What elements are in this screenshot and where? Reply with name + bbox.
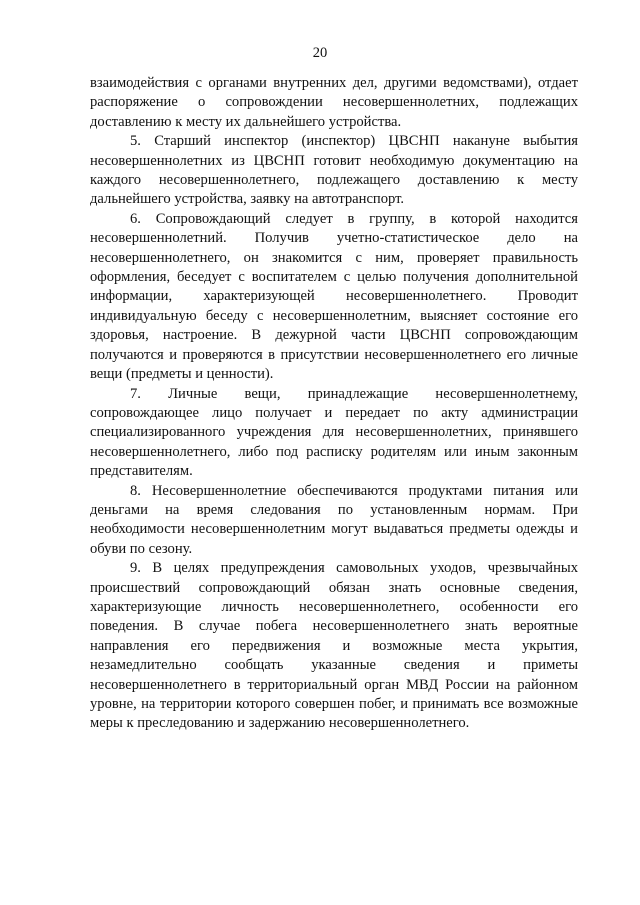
paragraph-item-9: 9. В целях предупреждения самовольных уходов, чрезвычайных происшествий сопровождающий обязан знать основные сведения, характеризующие личность несовершеннолетнего, особенности его поведения. В случае побега несовершеннолетнего знать вероятные направления его передвижения и возможные места укрытия, незамедлительно сообщать указанные сведения и приметы несовершеннолетнего в территориальный орган МВД России на районном уровне, на территории которого совершен побег, и принимать все возможные меры к преследованию и задержанию несовершеннолетнего. bbox=[90, 560, 578, 732]
paragraph-item-7: 7. Личные вещи, принадлежащие несовершеннолетнему, сопровождающее лицо получает и передает по акту администрации специализированного учреждения для несовершеннолетних, принявшего несовершеннолетнего, либо под расписку родителям или иным законным представителям. bbox=[90, 385, 578, 480]
paragraph-item-6: 6. Сопровождающий следует в группу, в которой находится несовершеннолетний. Получив учетно-статистическое дело на несовершеннолетнего, он знакомится с ним, проверяет правильность оформления, беседует с воспитателем с целью получения дополнительной информации, характеризующей несовершеннолетнего. Проводит индивидуальную беседу с несовершеннолетним, выясняет состояние его здоровья, настроение. В дежурной части ЦВСНП сопровождающим получаются и проверяются в присутствии несовершеннолетнего его личные вещи (предметы и ценности). bbox=[90, 210, 578, 383]
document-body bbox=[90, 74, 578, 734]
paragraph-item-8: 8. Несовершеннолетние обеспечиваются продуктами питания или деньгами на время следования по установленным нормам. При необходимости несовершеннолетним могут выдаваться предметы одежды и обуви по сезону. bbox=[90, 482, 578, 557]
paragraph-continuation: взаимодействия с органами внутренних дел, другими ведомствами), отдает распоряжение о сопровождении несовершеннолетних, подлежащих доставлению к месту их дальнейшего устройства. bbox=[90, 75, 578, 130]
page-number: 20 bbox=[312, 45, 328, 61]
paragraph-item-5: 5. Старший инспектор (инспектор) ЦВСНП накануне выбытия несовершеннолетних из ЦВСНП готовит необходимую документацию на каждого несовершеннолетнего, подлежащего доставлению к месту дальнейшего устройства, заявку на автотранспорт. bbox=[90, 133, 578, 208]
